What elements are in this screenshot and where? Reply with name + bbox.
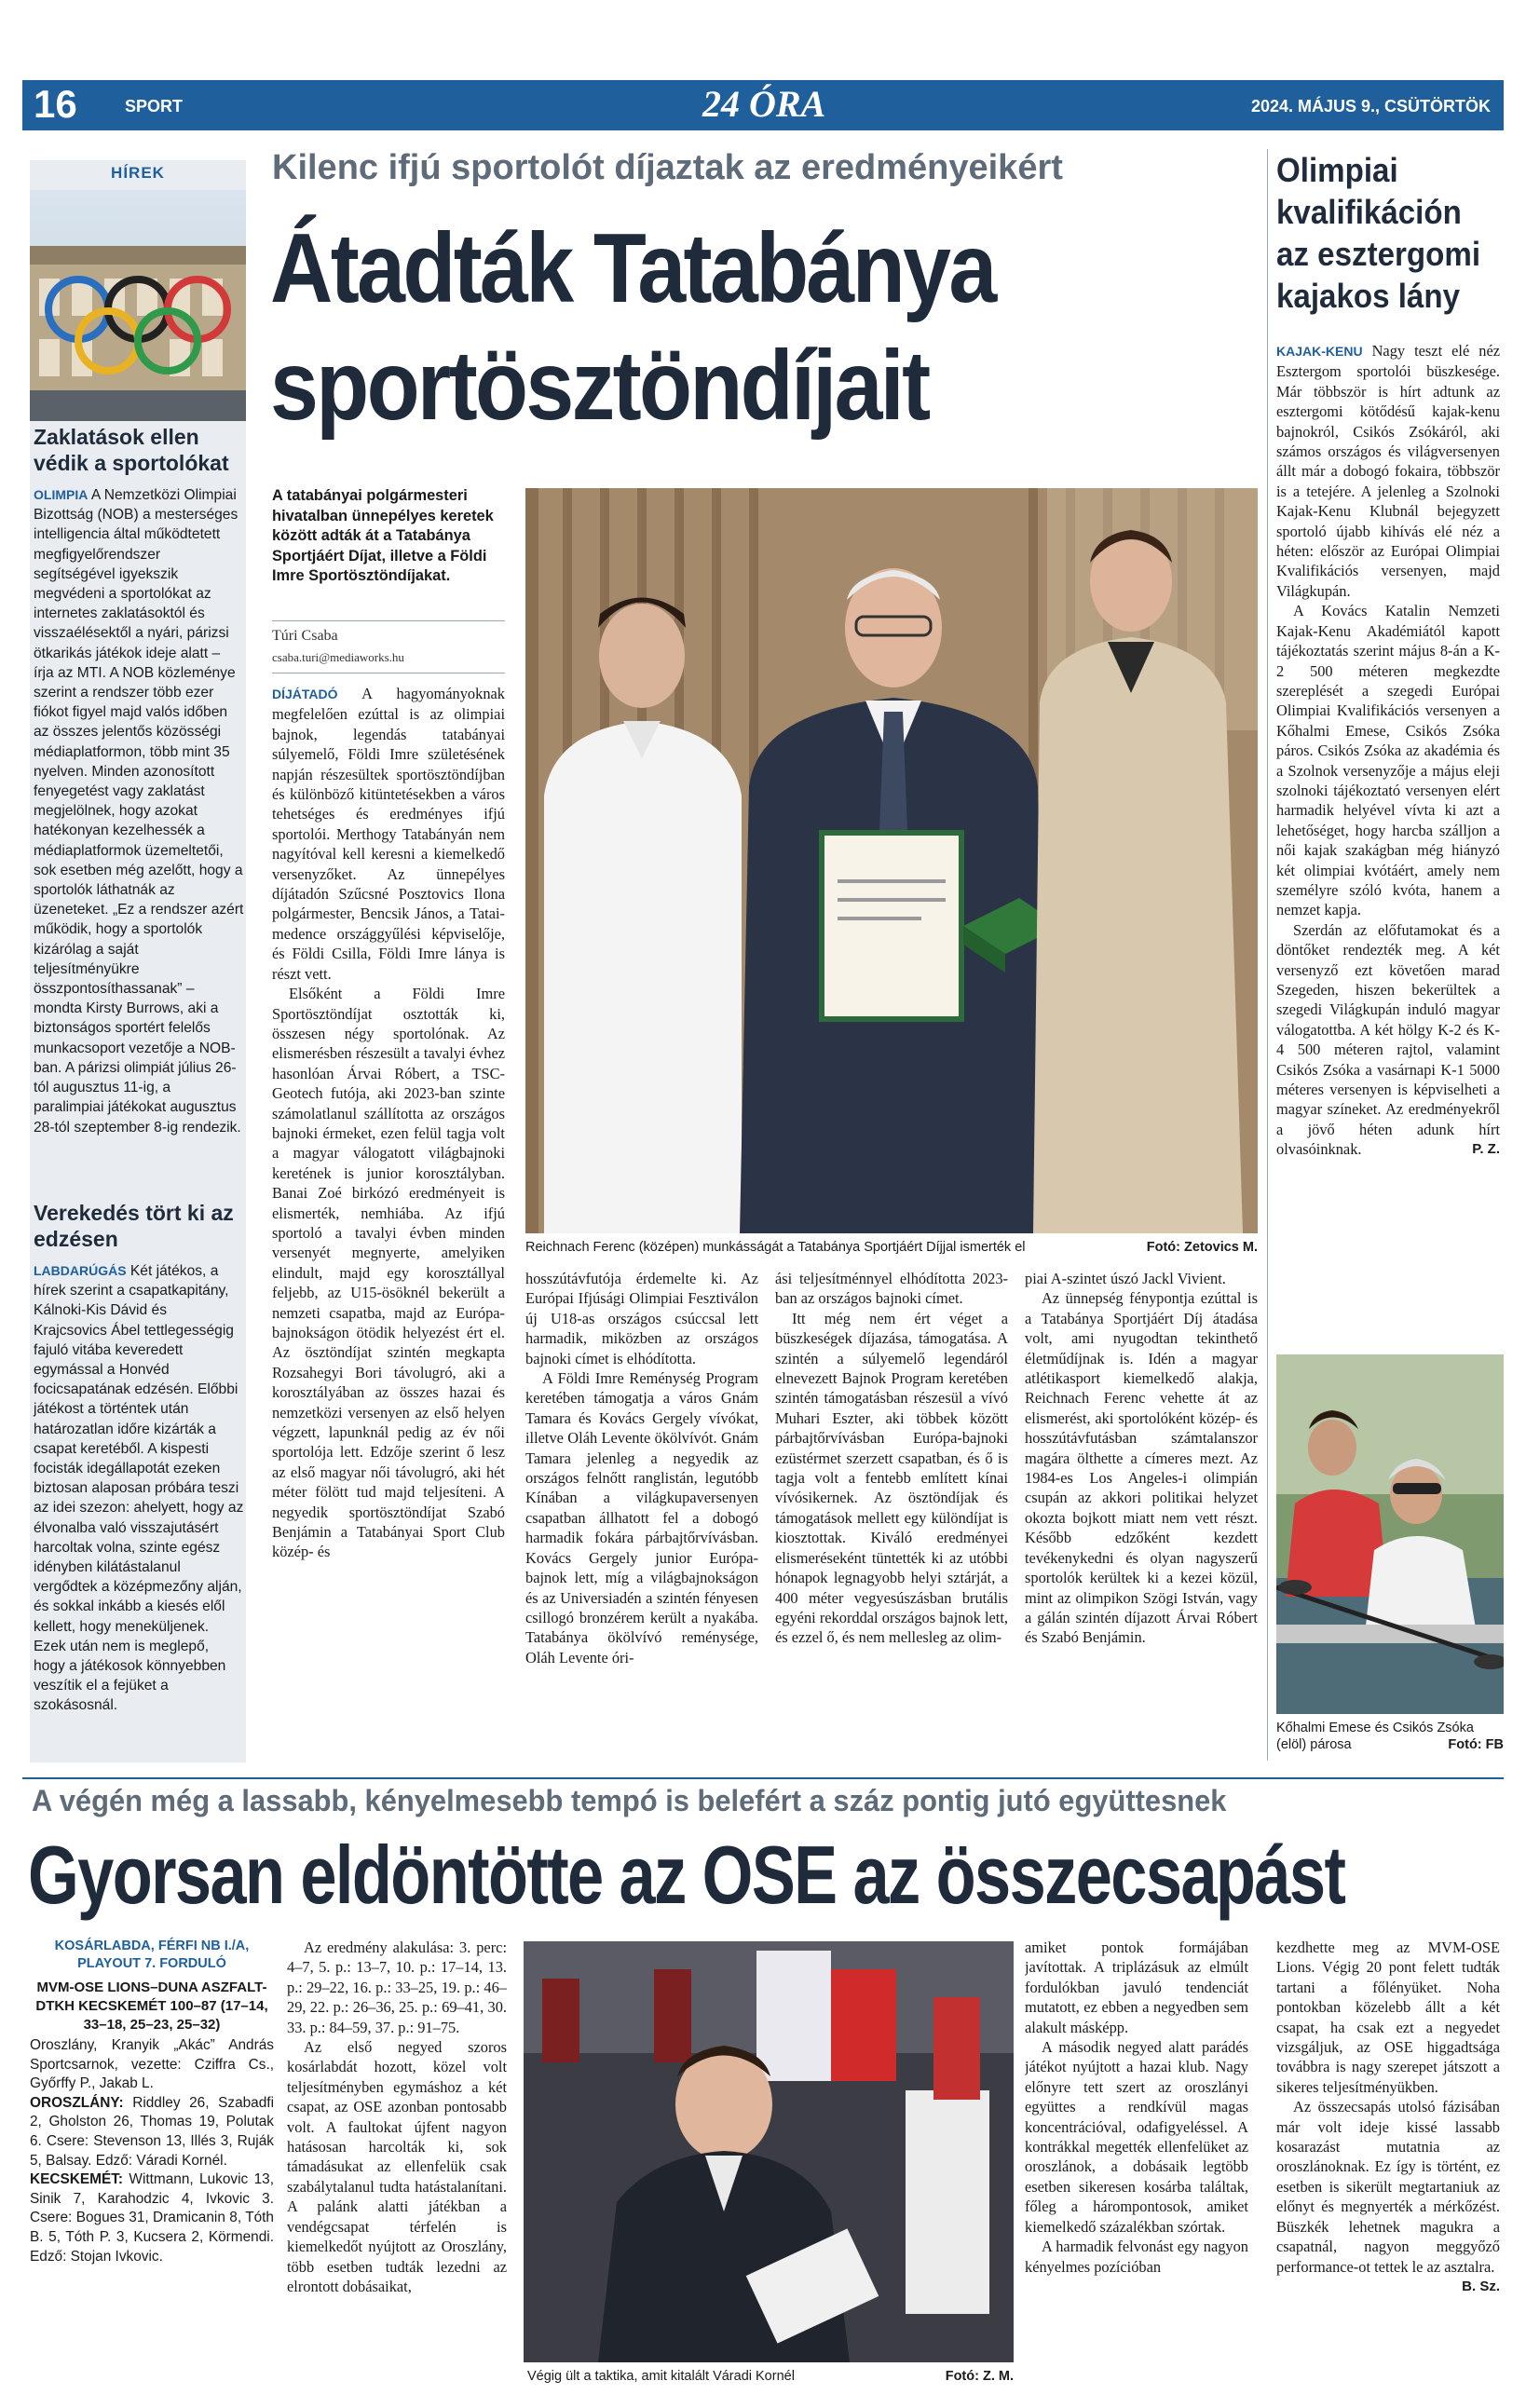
main-col2 <box>525 1269 758 1755</box>
page-number: 16 <box>34 82 77 126</box>
match-result: MVM-OSE LIONS–DUNA ASZFALT-DTKH KECSKEMÉT 100–87 (17–14, 33–18, 25–23, 25–32) <box>35 1979 268 2033</box>
kayak-photo-caption: Kőhalmi Emese és Csikós Zsóka (elöl) párosa Fotó: FB <box>1276 1721 1504 1752</box>
bottom-col4-p1: kezdhette meg az MVM-OSE Lions. Végig 20 pont felett tudták tartani a főlényüket. Noha pontokban közelebb állt a két csapat, ha csak ezt a negyedet vizsgáljuk, az OSE higgadtsága továbbra is nagy szerepet játszott a sikeres teljesítményükben. <box>1276 1939 1500 2096</box>
main-photo-caption: Reichnach Ferenc (középen) munkásságát a Tatabánya Sportjáért Díjjal ismerték el <box>525 1240 1026 1255</box>
main-headline-line1: Átadták Tatabánya <box>270 213 995 323</box>
bottom-col3-p1: amiket pontok formájában javítottak. A triplázásuk az elmúlt fordulókban javuló tendenciát mutatott, ez ebben a negyedben sem alakult másképp. <box>1025 1939 1248 2036</box>
bottom-info-kicker2: PLAYOUT 7. FORDULÓ <box>77 1956 226 1971</box>
bottom-col3 <box>1025 1938 1248 2394</box>
sidebar-story2-text: Két játékos, a hírek szerint a csapatkapitány, Kálnoki-Kis Dávid és Krajcsovics Ábel tettlegességig fajuló vitába keveredett egymással a Honvéd focicsapatának edzésén. Előbbi játékost a történtek után határozatlan időre kizárták a csapat keretéből. A kispesti focisták idegállapotát ezeken biztosan alaposan próbára teszi az idei szezon: ahelyett, hogy az élvonalba való visszajutásért harcoltak volna, szinte egész idényben kilátástalanul vergődtek a középmezőny alján, és sokkal inkább a kiesés elől kellett, hogy meneküljenek. Ezek után nem is meglepő, hogy a játékosok könnyebben veszítik el a fejüket a szokásosnál. <box>34 1263 244 1714</box>
main-author: Túri Csaba <box>272 628 338 644</box>
sidebar-story2-title: Verekedés tört ki az edzésen <box>34 1201 234 1251</box>
sidebar-story1-title: Zaklatások ellen védik a sportolókat <box>34 425 229 475</box>
main-col4-p1: piai A-szintet úszó Jackl Vivient. <box>1025 1270 1226 1287</box>
bottom-headline: Gyorsan eldöntötte az OSE az összecsapást <box>28 1829 1345 1921</box>
main-col1-p2: Elsőként a Földi Imre Sportösztöndíjat osztották ki, összesen négy sportolónak. Az elismerésben részesült a tavalyi évhez hasonlóan Árvai Róbert, a TSC-Geotech futója, aki 2023-ban szinte számolatlanul szállította az országos bajnoki érmeket, ezen felül tagja volt a magyar válogatott világbajnoki keretének is junior korosztályban. Banai Zoé birkózó eredményeit is elismerték, nemhiába. Az ifjú sportoló a tavalyi évben minden versenyét megnyerte, amelyiken elindult, majd egy korosztállyal feljebb, az U15-ösöknél bekerült a nemzeti csapatba, majd az Európa-bajnokságon ötödik helyezést ért el. Az ösztöndíjat szintén megkapta Rozsahegyi Bori távolugró, aki a korosztályában az összes hazai és nemzetközi versenyen az első helyen végzett, lapunknál pedig az év női sportolója lett. Edzője szerint ő lesz az első magyar női távolugró, aki hét méter fölött tud majd teljesíteni. A negyedik sportösztöndíjat Szabó Benjámin a Tatabányai Sport Club közép- és <box>272 985 505 1561</box>
main-col1-p1: A hagyományoknak megfelelően ezúttal is az olimpiai bajnok, legendás tatabányai súlyemelő, Földi Imre születésének napján részesültek sportösztöndíjban és különböző kitüntetésekben a város tehetséges és eredményes ifjú sportolói. Merthogy Tatabányán nem nagyítóval kell keresni a kiemelkedő versenyzőket. Az ünnepélyes díjátadón Szűcsné Posztovics Ilona polgármester, Bencsik János, a Tatai-medence országgyűlési képviselője, és Földi Csilla, Földi Imre lánya is részt vett. <box>272 685 505 983</box>
bottom-col3-p2: A második negyed alatt parádés játékot nyújtott a hazai klub. Nagy előnyre tett szert az oroszlányi együttes a rendkívül magas koncentrációval, odafigyeléssel. A kontrákkal megették ellenfelüket az oroszlánok, a dobásaik legtöbb esetben sikeresen kosárba találtak, főleg a hárompontosok, amiket kiemelkedő százalékban szórtak. <box>1025 2038 1248 2236</box>
bottom-col2-p2: Az első negyed szoros kosárlabdát hozott, közel volt teljesítményben egymáshoz a két csapat, az OSE azonban pontosabb volt. A faultokat újfent nagyon hatásosan harcolták ki, sok támadásukat az ellenfelük csak szabálytalanul tudta hatástalanítani. A palánk alatti játékban a vendégcsapat térfelén is kiemelkedőt nyújtott az Oroszlány, több esetben tudták lezedni az elrontott dobásaikat, <box>287 2038 507 2295</box>
team2-label: KECSKEMÉT: <box>30 2171 124 2188</box>
main-col3-p1: ási teljesítménnyel elhódította 2023-ban az országos bajnoki címet. <box>775 1270 1008 1308</box>
coach-photo-caption: Végig ült a taktika, amit kitalált Váradi Kornél <box>527 2369 795 2384</box>
match-venue: Oroszlány, Kranyik „Akác” András Sportcsarnok, vezette: Cziffra Cs., Győrffy P., Jakab L. <box>30 2037 274 2092</box>
main-author-email: csaba.turi@mediaworks.hu <box>272 650 404 664</box>
main-lead: A tatabányai polgármesteri hivatalban ünnepélyes keretek között adták át a Tatabánya Sportjáért Díjat, illetve a Földi Imre Sportösztöndíjakat. <box>272 487 494 584</box>
coach-photo-credit: Fotó: Z. M. <box>945 2369 1014 2384</box>
award-ceremony-photo <box>525 488 1258 1233</box>
main-photo-credit: Fotó: Zetovics M. <box>1146 1240 1258 1255</box>
bottom-signature: B. Sz. <box>1462 2278 1500 2294</box>
team1-lineup: Riddley 26, Szabadfi 2, Gholston 26, Thomas 19, Polutak 6. Csere: Stevenson 13, Illés 3, Ruják 5, Balsay. Edző: Váradi Kornél. <box>30 2094 274 2169</box>
bottom-col3-p3: A harmadik felvonást egy nagyon kényelmes pozícióban <box>1025 2238 1248 2276</box>
main-col4 <box>1025 1269 1258 1755</box>
newspaper-logo: 24 ÓRA <box>702 83 826 125</box>
page-header <box>22 80 1504 130</box>
bottom-info-box <box>30 1938 274 2266</box>
bottom-col4 <box>1276 1938 1500 2394</box>
sidebar-story1-body <box>34 485 244 1137</box>
right-story-title: Olimpiai kvalifikáción az esztergomi kajakos lány <box>1276 151 1481 315</box>
main-col2-p2: A Földi Imre Reménység Program keretében támogatja a város Gnám Tamara és Kovács Gergely vívókat, illetve Oláh Levente ökölvívót. Gnám Tamara jelenleg a negyedik az országos felnőtt ranglistán, legutóbb Kínában a világkupaversenyen csapatban állhatott fel a dobogó harmadik fokára párbajtőrvívásban. Kovács Gergely junior Európa-bajnok lett, míg a világbajnokságon és az Universiadén a szintén fényesen csillogó bronzérem került a nyakába. Tatabánya ökölvívó reménysége, Oláh Levente óri- <box>525 1369 758 1667</box>
right-story-p2: A Kovács Katalin Nemzeti Kajak-Kenu Akadémiától kapott tájékoztatás szerint május 8-án a K-2 500 méteren megkezdte szereplését a szegedi Európai Olimpiai Kvalifikációs versenyen a Kőhalmi Emese, Csikós Zsóka páros. Csikós Zsóka az akadémia és a Szolnok versenyzője a május eleji szolnoki tájékoztató versenyen elért harmadik helyével vívta ki azt a lehetőséget, hogy harcba szálljon a női kajak szakágban még hiányzó két olimpiai kvótáért, amely nem személyre szóló kvóta, hanem a nemzet kapja. <box>1276 602 1500 919</box>
team2-lineup: Wittmann, Lukovic 13, Sinik 7, Karahodzic 4, Ivkovic 3. Csere: Bogues 31, Dramicanin 8, Tóth B. 5, Tóth P. 3, Kucsera 2, Körmendi. Edző: Stojan Ivkovic. <box>30 2171 275 2265</box>
right-story-p3: Szerdán az előfutamokat és a döntőket rendezték meg. A két versenyző ezt követően marad Szegeden, hiszen bekerültek a szegedi Világkupán induló magyar válogatottba. A két hölgy K-2 és K-4 500 méteren rajtol, valamint Csikós Zsóka a vasárnapi K-1 5000 méteres versenyen is képviselheti a magyar színeket. Az eredményekről a jövő héten adunk hírt olvasóinknak. P. Z. <box>1276 920 1500 1159</box>
kayak-photo <box>1276 1354 1504 1714</box>
team1-label: OROSZLÁNY: <box>30 2094 124 2111</box>
bottom-col2-p1: Az eredmény alakulása: 3. perc: 4–7, 5. p.: 13–7, 10. p.: 17–14, 13. p.: 29–22, 16. p.: 33–25, 19. p.: 46–29, 22. p.: 26–36, 25. p.: 69–41, 30. 33. p.: 84–59, 37. p.: 91–75. <box>287 1939 507 2036</box>
main-col1 <box>272 684 505 1755</box>
main-col2-p1: hosszútávfutója érdemelte ki. Az Európai Ifjúsági Olimpiai Fesztiválon új U18-as országos csúccsal lett harmadik, miközben az országos bajnoki címet is elhódította. <box>525 1270 758 1367</box>
kayak-photo-credit: Fotó: FB <box>1448 1737 1504 1752</box>
right-story-p1: Nagy teszt elé néz Esztergom sportolói büszkesége. Már többször is hírt adtunk az esztergomi kötődésű kajak-kenu bajnokról, Csikós Zsókáról, aki számos országos és világversenyen állt már a dobogó fokaira, többször is a tetejére. A jelenleg a Szolnoki Kajak-Kenu Klubnál bejegyzett sportoló újabb kihívás elé néz a héten: először az Európai Olimpiai Kvalifikációs versenyen, majd Világkupán. <box>1276 342 1500 600</box>
main-kicker-line: Kilenc ifjú sportolót díjaztak az eredményeikért <box>272 148 1063 187</box>
bottom-col2 <box>287 1938 507 2394</box>
sidebar-story1-text: A Nemzetközi Olimpiai Bizottság (NOB) a mesterséges intelligencia által működtetett megfigyelőrendszer segítségével igyekszik megvédeni a sportolókat az internetes zaklatásoktól és visszaélésektől a nyári, párizsi ötkarikás játékok ideje alatt – írja az MTI. A NOB közleménye szerint a rendszer több ezer fiókot figyel majd valós időben az összes jelentős közösségi médiaplatformon, több mint 35 nyelven. Minden azonosított fenyegetést vagy zaklatást megjelölnek, hogy azokat hatékonyan kezelhessék a médiaplatformok üzemeltetői, sok esetben még azelőtt, hogy a sportolók láthatnák az üzeneteket. „Ez a rendszer azért működik, hogy a sportolók kizárólag a saját teljesítményükre összpontosíthassanak” – mondta Kirsty Burrows, aki a biztonságos sportért felelős munkacsoport vezetője a NOB-ban. A párizsi olimpiát július 26-tól augusztus 11-ig, a paralimpiai játékokat augusztus 28-tól szeptember 8-ig rendezik. <box>34 487 244 1136</box>
main-col3-p2: Itt még nem ért véget a büszkeségek díjazása, támogatása. A szintén a súlyemelő legendáról elnevezett Bajnok Program keretében szintén támogatásban részesül a vívó Muhari Eszter, aki többek között párbajtőrvívásban Európa-bajnoki ezüstérmet szerzett csapatban, és ő is tagja volt a fentebb említett kínai vívósikernek. Az ösztöndíjak és támogatások mellett egy különdíjat is kiosztottak. Kiváló eredményei elismeréseként tüntették ki az utóbbi hónapok legnagyobb helyi sztárját, a 400 méter vegyesúszásban brutális egyéni rekorddal országos bajnok lett, és ezzel ő, és nem mellesleg az olim- <box>775 1309 1008 1647</box>
sidebar-label: HÍREK <box>111 164 165 182</box>
right-story-signature: P. Z. <box>1472 1141 1500 1158</box>
section-name: SPORT <box>125 97 184 116</box>
right-story-kicker: KAJAK-KENU <box>1276 344 1363 359</box>
basketball-coach-photo <box>524 1941 1014 2362</box>
sidebar-story2-kicker: LABDARÚGÁS <box>34 1263 127 1278</box>
main-kicker: DÍJÁTADÓ <box>272 687 338 701</box>
main-col4-p2: Az ünnepség fénypontja ezúttal is a Tatabánya Sportjáért Díj átadása volt, ami nyugodtan tekinthető életműdíjnak is. Idén a magyar atlétikasport kiemelkedő alakja, Reichnach Ferenc vehette át az elismerést, aki sportolóként közép- és hosszútávfutásban számtalanszor magára ölthette a címeres mezt. Az 1984-es Los Angeles-i olimpián csupán az akkori politikai helyzet okozta bojkott miatt nem vett részt. Később edzőként kezdett tevékenykedni és olyan nagyszerű sportolók kerültek ki a kezei közül, mint az olimpikon Szögi István, vagy a gálán szintén díjazott Árvai Róbert és Szabó Benjámin. <box>1025 1289 1258 1647</box>
olympic-rings-photo <box>30 190 246 421</box>
issue-date: 2024. MÁJUS 9., CSÜTÖRTÖK <box>1250 97 1491 116</box>
bottom-kicker-line: A végén még a lassabb, kényelmesebb tempó is belefért a száz pontig jutó együttesnek <box>32 1784 1227 1817</box>
main-col3 <box>775 1269 1008 1755</box>
bottom-info-kicker1: KOSÁRLABDA, FÉRFI NB I./A, <box>54 1939 250 1953</box>
sidebar-story2-body <box>34 1261 244 1716</box>
right-story-body <box>1276 341 1500 1347</box>
main-headline-line2: sportösztöndíjait <box>270 331 929 441</box>
sidebar-story1-kicker: OLIMPIA <box>34 487 89 502</box>
bottom-col4-p2: Az összecsapás utolsó fázisában már volt ideje kissé lassabb kosarazást mutatnia az oroszlánoknak. Ez így is történt, ez esetben is sikerült megtartaniuk az előnyt és megnyerték a mérkőzést. Büszkék lehetnek magukra a csapatnál, nagyon meggyőző performance-ot tettek le az asztalra. B. Sz. <box>1276 2097 1500 2277</box>
